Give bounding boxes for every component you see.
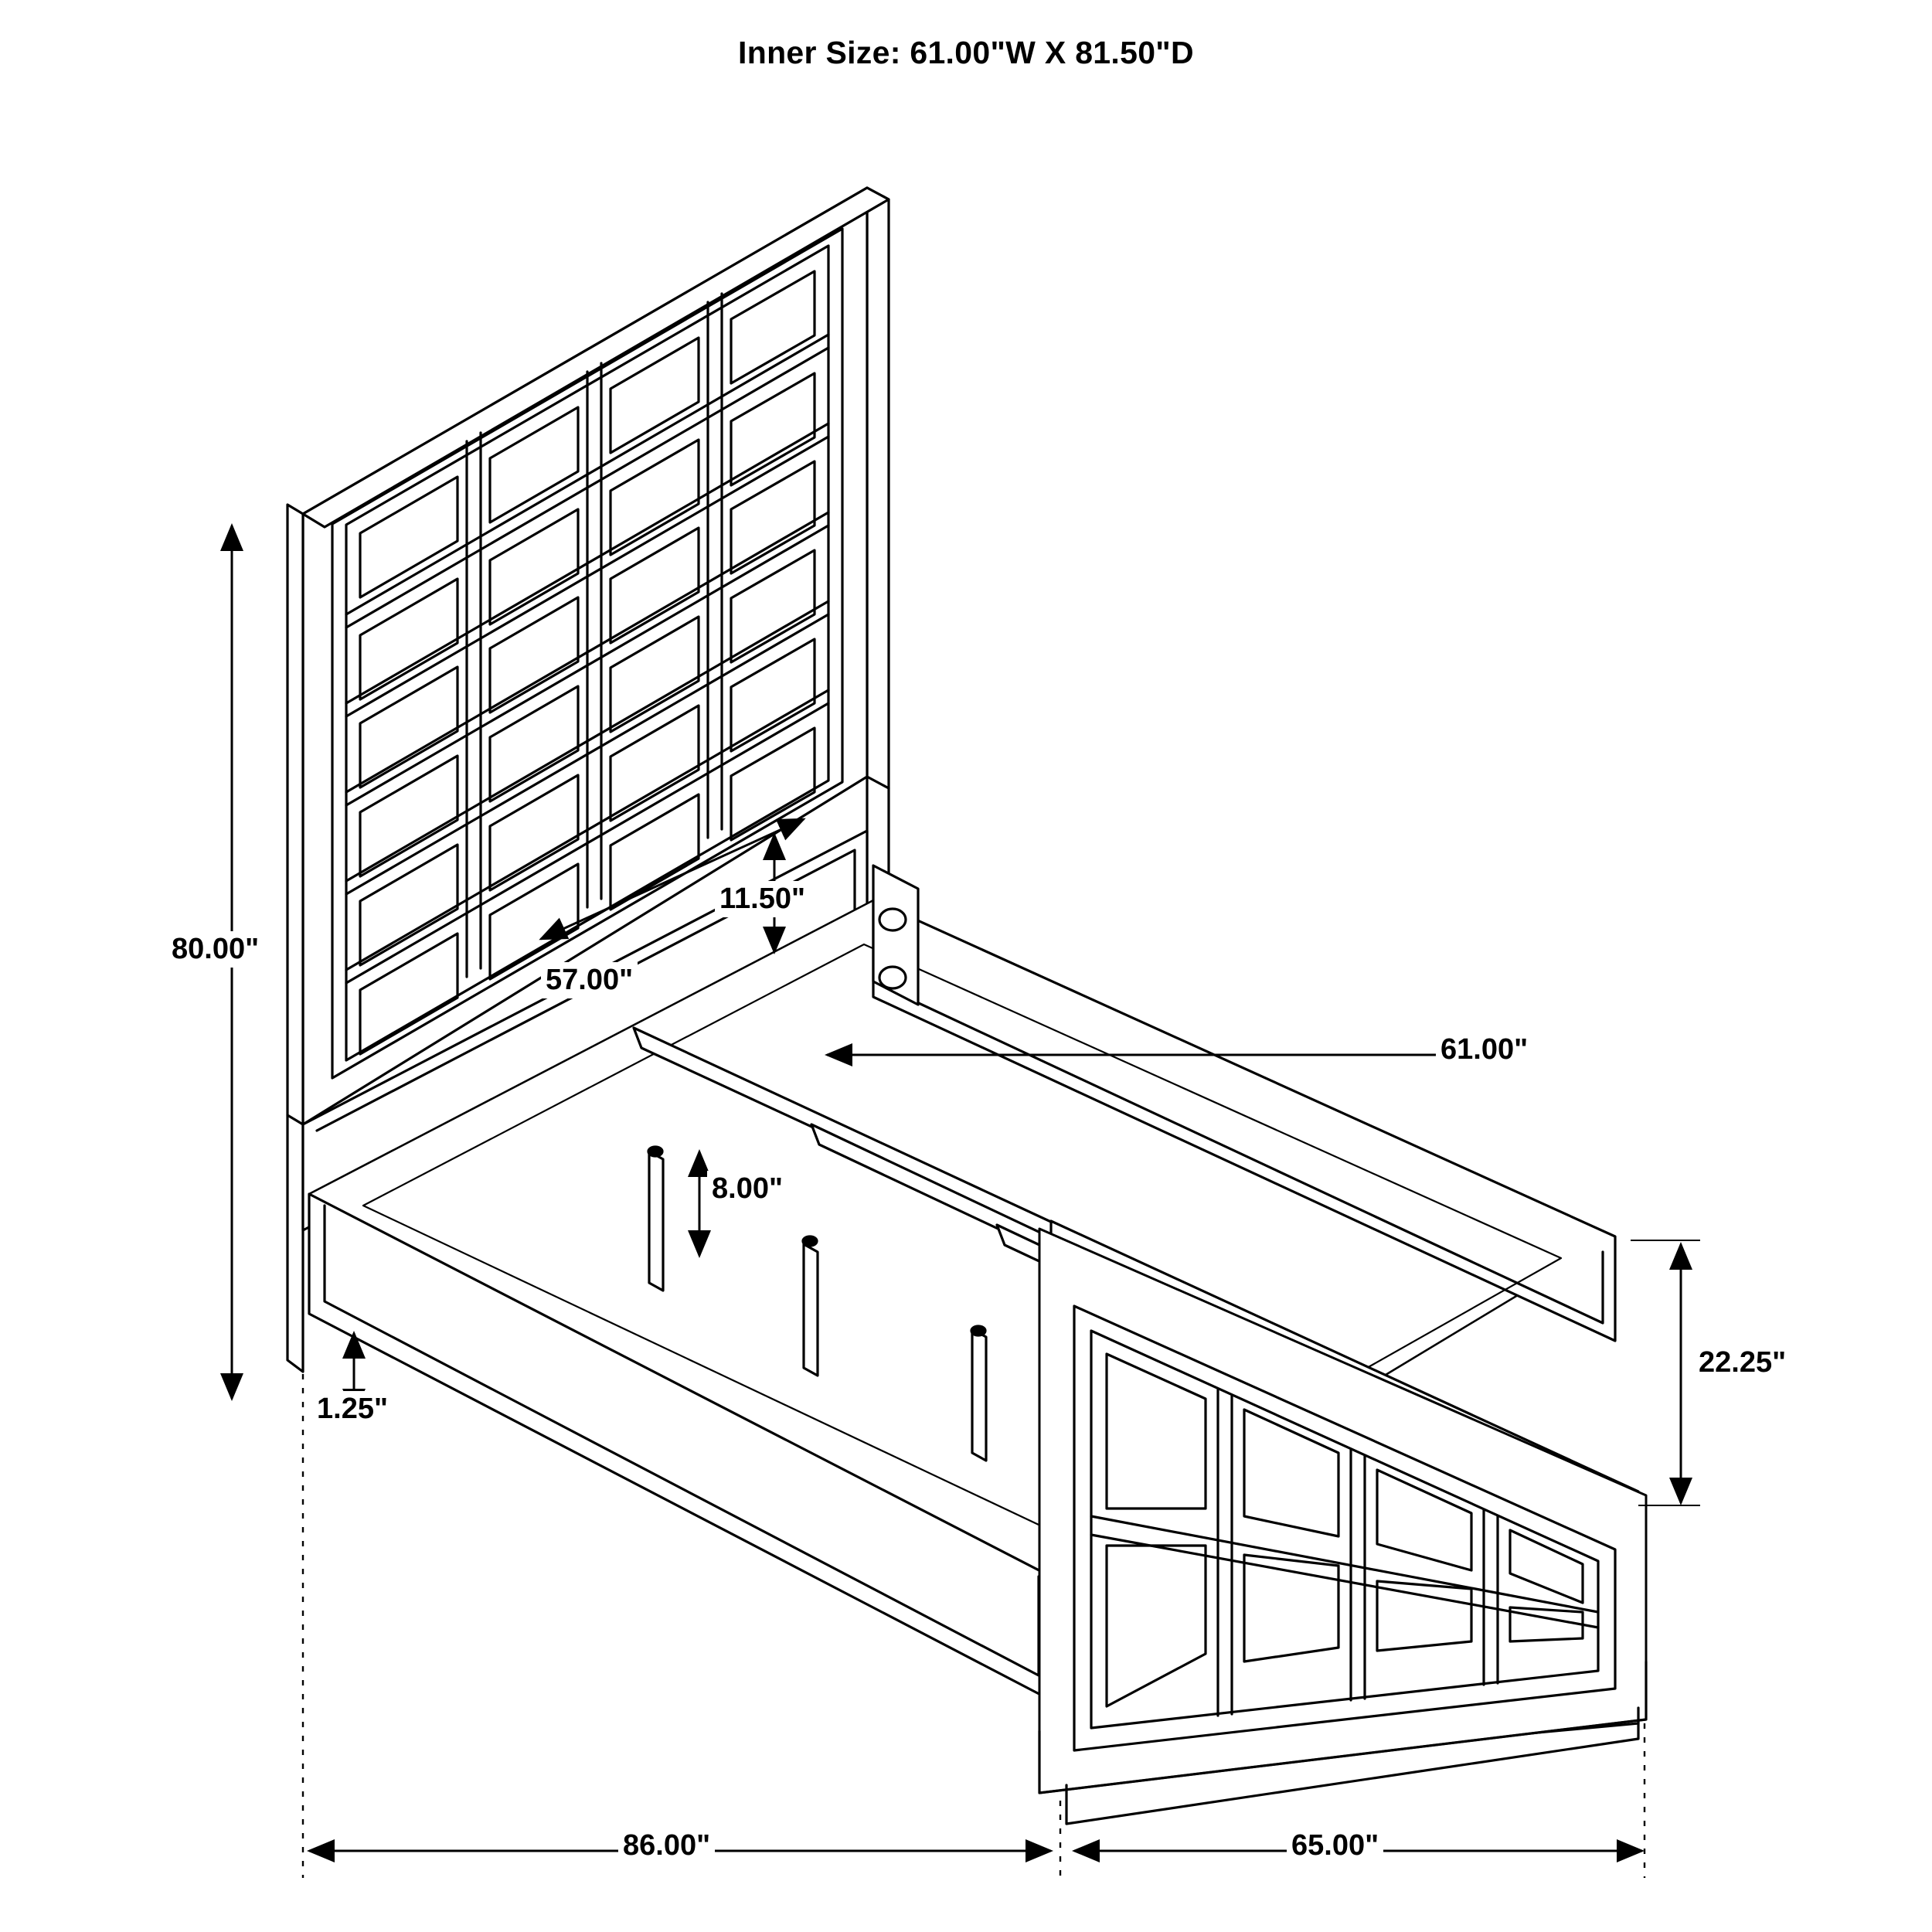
dim-label-leg-height: 8.00" [707, 1171, 787, 1207]
dim-label-overall-depth: 86.00" [618, 1828, 715, 1864]
dim-label-11-50: 11.50" [715, 881, 810, 917]
dim-label-clearance: 1.25" [312, 1391, 393, 1427]
dim-label-panel-width: 57.00" [541, 962, 638, 998]
rail-bracket [873, 866, 918, 1005]
diagram-title: Inner Size: 61.00"W X 81.50"D [738, 35, 1194, 70]
dim-label-overall-height: 80.00" [167, 931, 264, 968]
dim-label-overall-width: 65.00" [1287, 1828, 1383, 1864]
dim-label-footboard-height: 22.25" [1694, 1345, 1791, 1381]
dim-label-inner-width: 61.00" [1436, 1032, 1532, 1068]
